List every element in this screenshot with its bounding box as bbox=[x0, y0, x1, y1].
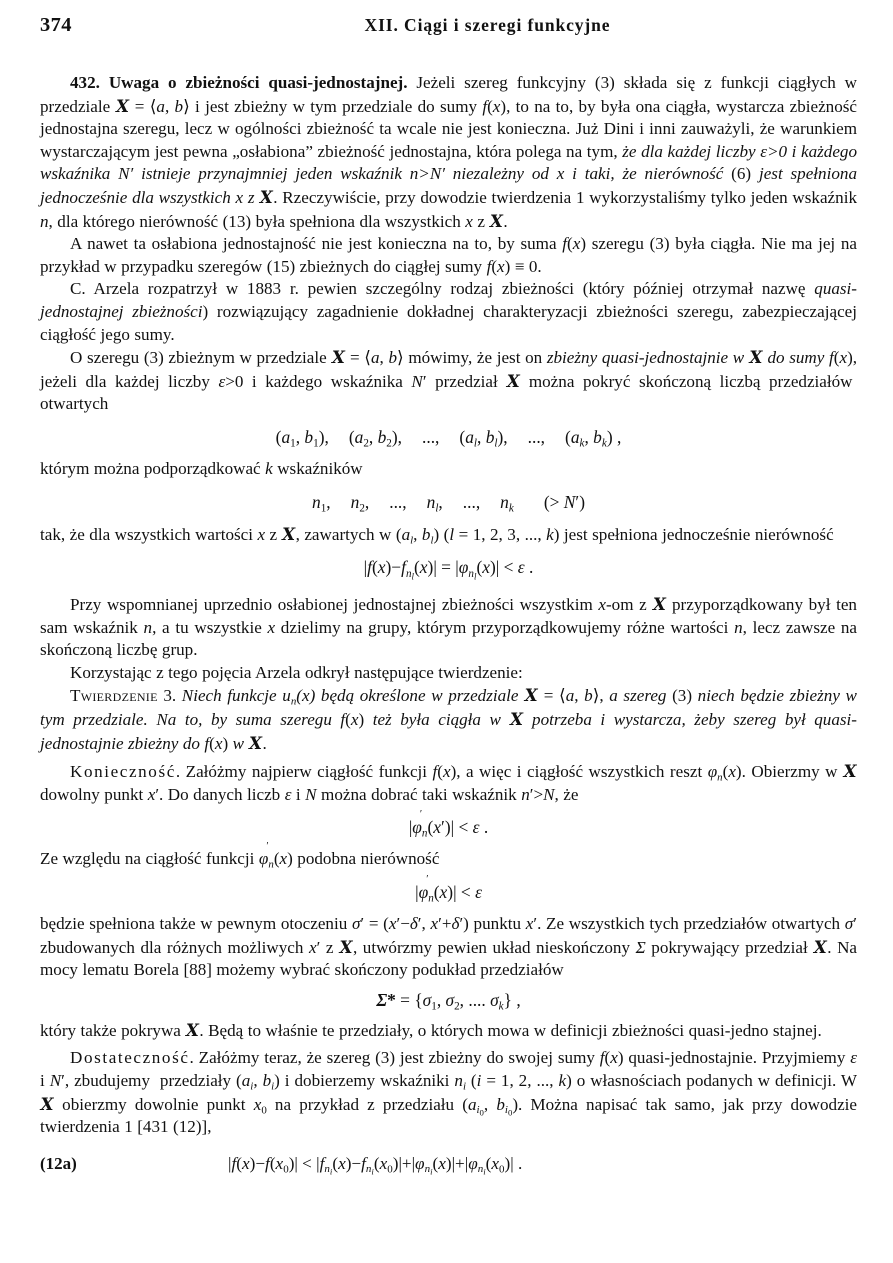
paragraph-przy: Przy wspomnianej uprzednio osłabionej jednostajnej zbieżności wszystkim x-om z X przyporządkowany był ten sam wskaźnik n, a tu wszystkie x dzielimy na grupy, którym przyporządkowujemy różne wartości n, lecz zawsze na skończoną liczbę grup. bbox=[40, 594, 858, 660]
formula-ineq-phi: $|f(x)-f_{n_l}(x)| = |\varphi_{n_l}(x)| < \varepsilon$ . bbox=[363, 557, 534, 582]
formula-intervals: ($a_1$, $b_1$), ($a_2$, $b_2$), ..., ($a_l$, $b_l$), ..., ($a_k$, $b_k$) , bbox=[275, 426, 622, 450]
paragraph-ze-wzgledu: Ze względu na ciągłość funkcji $\varphi_n$ ′ (x) podobna nierówność bbox=[40, 841, 440, 871]
running-head bbox=[40, 14, 857, 44]
section-heading: Uwaga o zbieżności quasi-jednostajnej. bbox=[108, 73, 408, 92]
page-body bbox=[40, 72, 857, 1175]
formula-number-12a: (12a) bbox=[40, 1153, 77, 1173]
theorem-3: Twierdzenie 3. Niech funkcje $u_n(x)$ będą określone w przedziale X = ⟨a, b⟩, a szereg (3) niech będzie zbieżny w tym przedziale. Na to, by suma szeregu f(x) też była ciągła w X potrzeba i wystarcza, żeby szereg był quasi-jednostajnie zbieżny do f(x) w X. bbox=[40, 685, 857, 753]
paragraph-a-nawet: A nawet ta osłabiona jednostajność nie jest konieczna na to, by suma f(x) szeregu (3) była ciągła. Nie ma jej na przykład w przypadku szeregów (15) zbieżnych do ciągłej sumy f(x) ≡ 0. bbox=[40, 234, 858, 276]
paragraph-section-432: 432. Uwaga o zbieżności quasi-jednostajnej. Jeżeli szereg funkcyjny (3) składa się z funkcji ciągłych w przedziale X = ⟨a, b⟩ i jest zbieżny w tym przedziale do sumy f(x), to na to, by była ona ciągła, wystarcza zbieżność jednostajna szeregu, lecz w ogólności zbieżność ta wcale nie jest konieczna. Już Dini i inni zauważyli, że warunkiem wystarczającym jest pewna „osłabiona” zbieżność jednostajna, która polega na tym, że dla każdej liczby ε>0 i każdego wskaźnika N′ istnieje przynajmniej jeden wskaźnik n>N′ niezależny od x i taki, że nierówność (6) jest spełniona jednocześnie dla wszystkich x z X. Rzeczywiście, przy dowodzie twierdzenia 1 wykorzystaliśmy tylko jeden wskaźnik n, dla którego nierówność (13) była spełniona dla wszystkich x z X. bbox=[40, 73, 858, 231]
paragraph-ktorym: którym można podporządkować k wskaźników bbox=[40, 458, 363, 478]
paragraph-tak-ze: tak, że dla wszystkich wartości x z X, zawartych w ($a_l$, $b_l$) (l = 1, 2, 3, ..., k) jest spełniona jednocześnie nierówność bbox=[40, 523, 834, 546]
paragraph-bedzie: będzie spełniona także w pewnym otoczeniu σ′ = (x′−δ′, x′+δ′) punktu x′. Ze wszystkich tych przedziałów otwartych σ′ zbudowanych dla różnych możliwych x′ z X, utwórzmy pewien układ nieskończony Σ pokrywający przedział X. Na mocy lematu Borela [88] możemy wybrać skończony podukład przedziałów bbox=[40, 914, 858, 980]
theorem-number: 3. bbox=[163, 686, 177, 706]
theorem-label: Twierdzenie bbox=[70, 686, 158, 706]
paragraph-definicja: O szeregu (3) zbieżnym w przedziale X = ⟨a, b⟩ mówimy, że jest on zbieżny quasi-jednostajnie w X do sumy f(x), jeżeli dla każdej liczby ε>0 i każdego wskaźnika N′ przedział X można pokryć skończoną liczbą przedziałów otwartych bbox=[40, 347, 858, 414]
paragraph-dostatecznosc: Dostateczność. Załóżmy teraz, że szereg (3) jest zbieżny do swojej sumy f(x) quasi-jednostajnie. Przyjmiemy ε i N′, zbudujemy przedziały ($a_i$, $b_i$) i dobierzemy wskaźniki $n_i$ (i = 1, 2, ..., k) o własnościach podanych w definicji. W X obierzmy dowolnie punkt $x_0$ na przykład z przedziału ($a_{i_0}$, $b_{i_0}$). Można napisać tak samo, jak przy dowodzie twierdzenia 1 [431 (12)], bbox=[40, 1048, 858, 1137]
paragraph-korzystajac: Korzystając z tego pojęcia Arzela odkrył następujące twierdzenie: bbox=[70, 662, 523, 682]
paragraph-arzela: C. Arzela rozpatrzył w 1883 r. pewien szczególny rodzaj zbieżności (który później otrzymał nazwę quasi-jednostajnej zbieżności) rozwiązujący zagadnienie dokładnej charakteryzacji zbieżności szeregu, zabezpieczającej ciągłość jego sumy. bbox=[40, 279, 857, 344]
section-number: 432. bbox=[70, 73, 100, 92]
running-title: XII. Ciągi i szeregi funkcyjne bbox=[364, 15, 611, 35]
formula-indices: $n_1$, $n_2$, ..., $n_l$, ..., $n_k$ (> N′) bbox=[311, 491, 585, 515]
formula-12a-body: $|f(x)-f(x_0)| < |f_{n_i}(x)-f_{n_i}(x_0)|+|\varphi_{n_i}(x)|+|\varphi_{n_i}(x_0)|$ . bbox=[228, 1153, 523, 1177]
formula-sigma-star: $\Sigma* = \{\sigma_1$, $\sigma_2$, .... $\sigma_k$} , bbox=[376, 989, 521, 1013]
paragraph-ktory-takze: który także pokrywa X. Będą to właśnie te przedziały, o których mowa w definicji zbieżności quasi-jedno stajnej. bbox=[40, 1019, 822, 1040]
formula-phi-xprime: $|\varphi_n$ ′ (x′)| < ε . bbox=[408, 809, 489, 840]
numbered-formula-12a bbox=[40, 1153, 857, 1176]
paragraph-koniecznosc: Konieczność. Załóżmy najpierw ciągłość funkcji f(x), a więc i ciągłość wszystkich reszt $\varphi_n(x)$. Obierzmy w X dowolny punkt x′. Do danych liczb ε i N można dobrać taki wskaźnik n′>N, że bbox=[40, 761, 857, 804]
formula-phi-x: $|\varphi_n$ ′ (x)| < ε bbox=[415, 874, 482, 905]
page-number: 374 bbox=[40, 14, 72, 36]
